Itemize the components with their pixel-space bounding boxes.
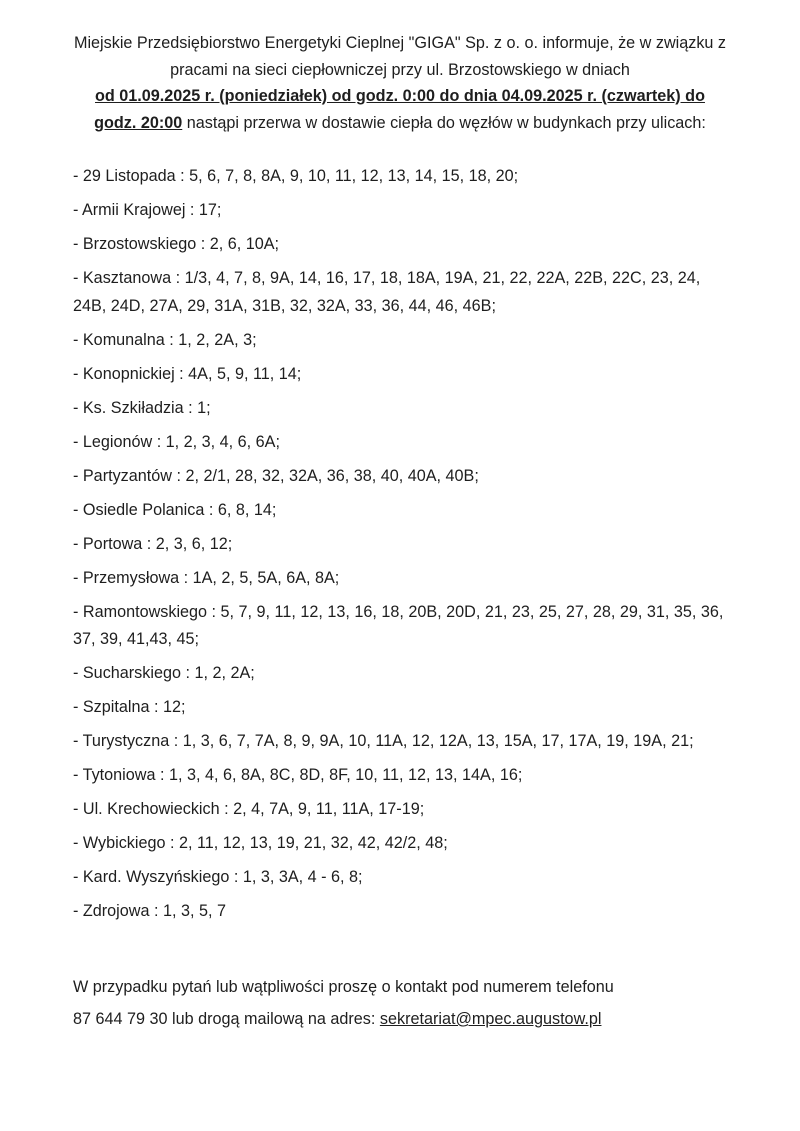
street-item: - Konopnickiej : 4A, 5, 9, 11, 14; xyxy=(73,364,302,383)
street-item: - Kasztanowa : 1/3, 4, 7, 8, 9A, 14, 16, 17, 18, 18A, 19A, 21, 22, 22A, 22B, 22C, 23, 24, 24B, 24D, 27A, 29, 31A, 31B, 32, 32A, 33, 36, 44, 46, 46B; xyxy=(73,269,701,315)
street-item: - Ramontowskiego : 5, 7, 9, 11, 12, 13, 16, 18, 20B, 20D, 21, 23, 25, 27, 28, 29, 31, 35, 36, 37, 39, 41,43, 45; xyxy=(73,602,724,648)
notice-continuation: nastąpi przerwa w dostawie ciepła do węzłów w budynkach przy ulicach: xyxy=(186,113,706,132)
street-item: - 29 Listopada : 5, 6, 7, 8, 8A, 9, 10, 11, 12, 13, 14, 15, 18, 20; xyxy=(73,167,519,185)
street-item: - Partyzantów : 2, 2/1, 28, 32, 32A, 36, 38, 40, 40A, 40B; xyxy=(73,466,479,485)
street-item: - Przemysłowa : 1A, 2, 5, 5A, 6A, 8A; xyxy=(73,568,340,587)
street-item: - Turystyczna : 1, 3, 6, 7, 7A, 8, 9, 9A, 10, 11A, 12, 12A, 13, 15A, 17, 17A, 19, 19A, 21; xyxy=(73,732,694,750)
street-item: - Sucharskiego : 1, 2, 2A; xyxy=(73,664,255,682)
contact-intro: W przypadku pytań lub wątpliwości proszę o kontakt pod numerem telefonu xyxy=(73,978,614,996)
street-item: - Legionów : 1, 2, 3, 4, 6, 6A; xyxy=(73,432,280,451)
notice-header xyxy=(70,30,730,136)
street-item: - Komunalna : 1, 2, 2A, 3; xyxy=(73,330,257,349)
contact-details xyxy=(73,1003,753,1035)
street-item: - Armii Krajowej : 17; xyxy=(73,201,222,219)
street-item: - Wybickiego : 2, 11, 12, 13, 19, 21, 32, 42, 42/2, 48; xyxy=(73,834,448,852)
street-item: - Szpitalna : 12; xyxy=(73,698,186,716)
street-item: - Brzostowskiego : 2, 6, 10A; xyxy=(73,235,280,253)
street-item: - Tytoniowa : 1, 3, 4, 6, 8A, 8C, 8D, 8F, 10, 11, 12, 13, 14A, 16; xyxy=(73,766,523,784)
street-item: - Portowa : 2, 3, 6, 12; xyxy=(73,534,233,553)
street-item: - Kard. Wyszyńskiego : 1, 3, 3A, 4 - 6, 8; xyxy=(73,868,363,886)
phone-text: 87 644 79 30 lub drogą mailową na adres: xyxy=(73,1010,380,1028)
street-item: - Osiedle Polanica : 6, 8, 14; xyxy=(73,500,277,519)
street-item: - Ks. Szkiładzia : 1; xyxy=(73,398,211,417)
street-item: - Zdrojowa : 1, 3, 5, 7 xyxy=(73,902,226,920)
street-list xyxy=(73,163,733,932)
notice-intro: Miejskie Przedsiębiorstwo Energetyki Cieplnej "GIGA" Sp. z o. o. informuje, że w związku z pracami na sieci ciepłowniczej przy ul. Brzostowskiego w dniach xyxy=(73,34,727,79)
street-item: - Ul. Krechowieckich : 2, 4, 7A, 9, 11, 11A, 17-19; xyxy=(73,800,425,818)
contact-footer xyxy=(73,971,753,1035)
outage-end-time: godz. 20:00 xyxy=(94,113,183,132)
outage-period: od 01.09.2025 r. (poniedziałek) od godz. 0:00 do dnia 04.09.2025 r. (czwartek) do xyxy=(95,87,705,105)
email-link[interactable]: sekretariat@mpec.augustow.pl xyxy=(379,1010,602,1028)
